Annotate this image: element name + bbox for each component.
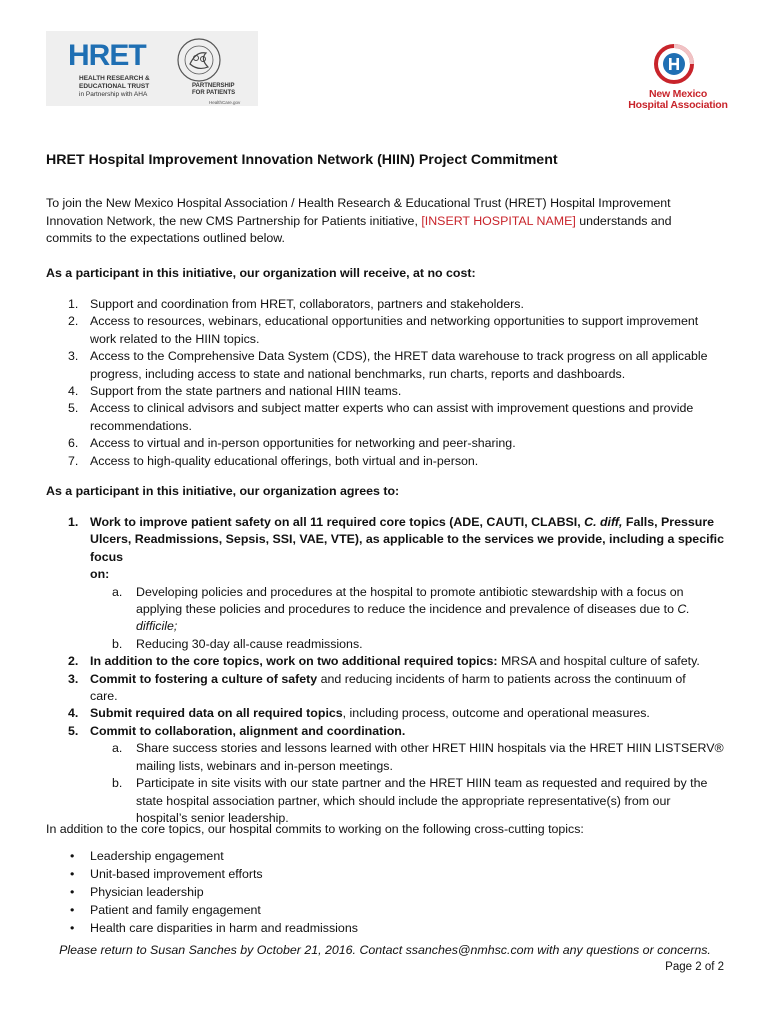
agrees-heading: As a participant in this initiative, our organization agrees to: (46, 484, 400, 498)
bullet-icon: • (70, 885, 75, 899)
bullet-icon: • (70, 867, 75, 881)
list-item: 4. Support from the state partners and national HIIN teams. (68, 384, 402, 399)
bullet-item: • Unit-based improvement efforts (70, 867, 263, 881)
agrees-list (46, 514, 736, 827)
list-item: 5. Commit to collaboration, alignment and coordination. (68, 723, 406, 738)
bullet-icon: • (70, 849, 75, 863)
receive-list (46, 296, 736, 470)
bullet-icon: • (70, 921, 75, 935)
sub-list-item: a. Developing policies and procedures at the hospital to promote antibiotic stewardship with a focus on applying these policies and procedures to reduce the incidence and prevalence of diseases due to C. difficile; (112, 584, 690, 634)
bullet-item: • Health care disparities in harm and readmissions (70, 921, 358, 935)
cross-cutting-intro: In addition to the core topics, our hospital commits to working on the following cross-cutting topics: (46, 822, 584, 836)
nmha-mark-icon (653, 43, 695, 85)
sub-list-item: b. Participate in site visits with our state partner and the HRET HIIN team as requested and required by the state hospital association partner, which should include the appropriate representative(s) from our hospital’s senior leadership. (112, 776, 708, 825)
list-item: 5. Access to clinical advisors and subject matter experts who can assist with improvement questions and provide recommendations. (68, 401, 694, 433)
list-item: 7. Access to high-quality educational offerings, both virtual and in-person. (68, 453, 479, 468)
pfp-wordmark: PARTNERSHIP FOR PATIENTS (192, 83, 236, 96)
nmha-wordmark: New Mexico Hospital Association (628, 88, 728, 111)
list-item: 2. Access to resources, webinars, educational opportunities and networking opportunities to support improvement work related to the HIIN topics. (68, 314, 699, 346)
list-item: 4. Submit required data on all required topics, including process, outcome and operational measures. (68, 706, 650, 721)
cross-cutting-list (46, 847, 736, 937)
sub-list-item: b. Reducing 30-day all-cause readmissions. (112, 636, 363, 651)
bullet-icon: • (70, 903, 75, 917)
pfp-url: HealthCare.gov (209, 100, 241, 105)
list-item: 3. Commit to fostering a culture of safety and reducing incidents of harm to patients across the continuum of care. (68, 671, 686, 704)
list-item: 1. Work to improve patient safety on all 11 required core topics (ADE, CAUTI, CLABSI, C. diff, Falls, Pressure Ulcers, Readmissions, Sepsis, SSI, VAE, VTE), as applicable to the services we provide, including a specific focus on: (68, 515, 724, 582)
hospital-name-placeholder: [INSERT HOSPITAL NAME] (421, 213, 576, 228)
page-title: HRET Hospital Improvement Innovation Network (HIIN) Project Commitment (46, 152, 558, 168)
list-item: 3. Access to the Comprehensive Data System (CDS), the HRET data warehouse to track progress on all applicable progress, including access to state and national benchmarks, run charts, reports and dashboards. (68, 349, 708, 381)
intro-paragraph: To join the New Mexico Hospital Association / Health Research & Educational Trust (HRET) Hospital Improvement Innovation Network, the new CMS Partnership for Patients initiative, [INSERT HOSPITAL NAME] understands and commits to the expectations outlined below. (46, 196, 672, 245)
nmha-logo (620, 43, 730, 115)
list-item: 6. Access to virtual and in-person opportunities for networking and peer-sharing. (68, 436, 516, 451)
list-item: 1. Support and coordination from HRET, collaborators, partners and stakeholders. (68, 297, 524, 311)
bullet-item: • Physician leadership (70, 885, 204, 899)
list-item: 2. In addition to the core topics, work on two additional required topics: MRSA and hospital culture of safety. (68, 654, 700, 669)
bullet-item: • Leadership engagement (70, 849, 224, 863)
hret-tagline: HEALTH RESEARCH & EDUCATIONAL TRUST in Partnership with AHA (79, 75, 150, 98)
hhs-seal-icon (176, 37, 222, 83)
hret-wordmark: HRET (68, 39, 146, 72)
hret-logo (46, 31, 258, 106)
return-instructions: Please return to Susan Sanches by October 21, 2016. Contact ssanches@nmhsc.com with any questions or concerns. (59, 943, 711, 957)
receive-heading: As a participant in this initiative, our organization will receive, at no cost: (46, 266, 476, 280)
sub-list-item: a. Share success stories and lessons learned with other HRET HIIN hospitals via the HRET HIIN LISTSERV® mailing lists, webinars and in-person meetings. (112, 741, 724, 773)
page-number: Page 2 of 2 (665, 961, 724, 973)
bullet-item: • Patient and family engagement (70, 903, 261, 917)
